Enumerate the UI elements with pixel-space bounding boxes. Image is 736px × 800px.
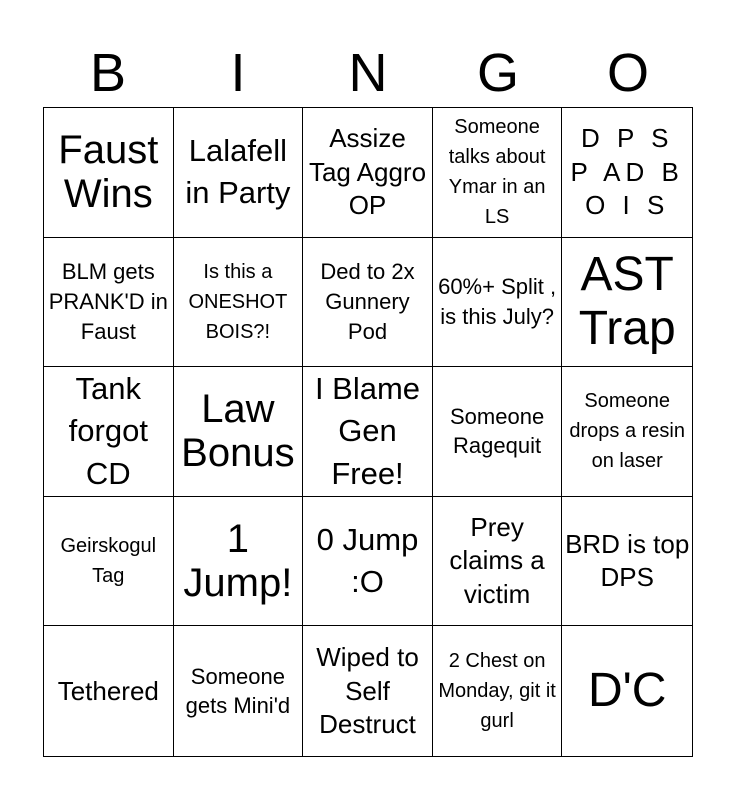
bingo-cell[interactable]: Assize Tag Aggro OP [303, 108, 433, 238]
bingo-cell[interactable]: Someone drops a resin on laser [562, 367, 692, 497]
bingo-header [43, 40, 693, 106]
bingo-cell[interactable]: Law Bonus [174, 367, 304, 497]
bingo-cell[interactable]: Lalafell in Party [174, 108, 304, 238]
bingo-cell[interactable]: D P S P AD B O I S [562, 108, 692, 238]
bingo-cell[interactable]: BRD is top DPS [562, 497, 692, 627]
bingo-cell[interactable]: AST Trap [562, 238, 692, 368]
bingo-board [43, 107, 693, 757]
header-letter-i: I [230, 43, 246, 103]
bingo-cell[interactable]: D'C [587, 664, 667, 718]
bingo-cell[interactable]: Prey claims a victim [433, 497, 563, 627]
bingo-cell[interactable]: Geirskogul Tag [44, 497, 174, 627]
bingo-cell[interactable]: Tank forgot CD [44, 367, 174, 497]
header-letter-b: B [89, 43, 127, 103]
bingo-cell[interactable]: Someone Ragequit [433, 367, 563, 497]
bingo-cell[interactable]: 2 Chest on Monday, git it gurl [433, 626, 563, 756]
bingo-cell[interactable]: 0 Jump :O [303, 497, 433, 627]
bingo-cell[interactable]: 60%+ Split , is this July? [433, 238, 563, 368]
bingo-cell[interactable]: Wiped to Self Destruct [303, 626, 433, 756]
bingo-cell[interactable]: Ded to 2x Gunnery Pod [303, 238, 433, 368]
bingo-cell[interactable]: I Blame Gen Free! [303, 367, 433, 497]
bingo-cell[interactable]: Someone gets Mini'd [174, 626, 304, 756]
bingo-cell[interactable]: Tethered [44, 626, 174, 756]
header-letter-g: G [476, 43, 519, 103]
bingo-cell[interactable]: 1 Jump! [174, 497, 304, 627]
bingo-cell[interactable]: Someone talks about Ymar in an LS [433, 108, 563, 238]
bingo-cell[interactable]: BLM gets PRANK'D in Faust [44, 238, 174, 368]
bingo-cell[interactable]: Faust Wins [44, 108, 174, 238]
header-letter-o: O [606, 43, 649, 103]
header-letter-n: N [348, 43, 388, 103]
bingo-cell[interactable]: Is this a ONESHOT BOIS?! [174, 238, 304, 368]
